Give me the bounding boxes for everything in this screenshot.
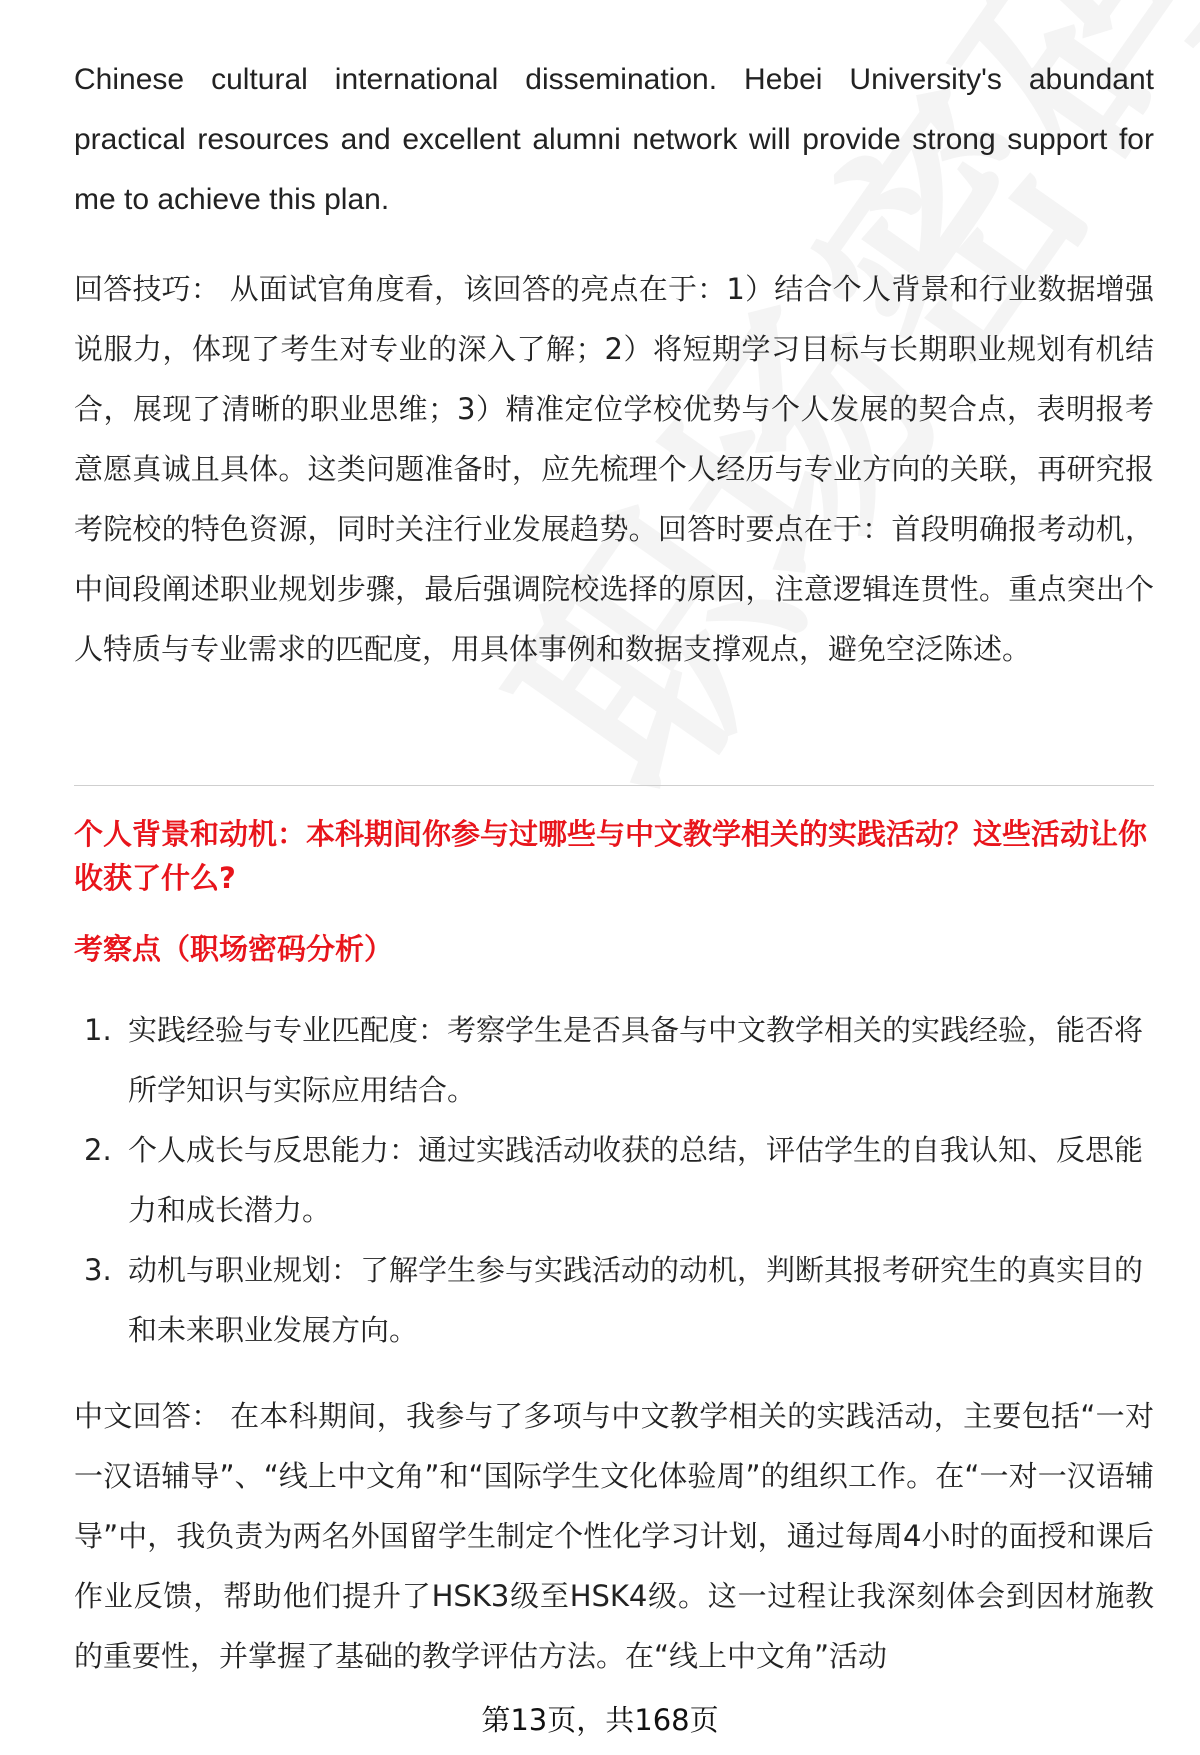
assessment-points-heading: 考察点（职场密码分析） xyxy=(74,932,394,966)
assessment-points-list xyxy=(74,1000,1154,1360)
list-number: 3. xyxy=(84,1253,112,1287)
intro-english-paragraph: Chinese cultural international dissemination. Hebei University's abundant practical resources and excellent alumni network will provide strong support for me to achieve this plan. xyxy=(74,63,1154,216)
list-item-text: 个人成长与反思能力：通过实践活动收获的总结，评估学生的自我认知、反思能力和成长潜力。 xyxy=(128,1133,1144,1227)
list-item xyxy=(74,1000,1154,1120)
list-item xyxy=(74,1120,1154,1240)
chinese-answer-paragraph: 中文回答： 在本科期间，我参与了多项与中文教学相关的实践活动，主要包括“一对一汉语辅导”、“线上中文角”和“国际学生文化体验周”的组织工作。在“一对一汉语辅导”中，我负责为两名外国留学生制定个性化学习计划，通过每周4小时的面授和课后作业反馈，帮助他们提升了HSK3级至HSK4级。这一过程让我深刻体会到因材施教的重要性，并掌握了基础的教学评估方法。在“线上中文角”活动 xyxy=(74,1399,1154,1673)
page-footer: 第13页，共168页 xyxy=(481,1703,719,1737)
section-divider xyxy=(74,785,1154,786)
question-heading: 个人背景和动机：本科期间你参与过哪些与中文教学相关的实践活动？这些活动让你收获了什么? xyxy=(74,817,1148,895)
answer-tips-paragraph: 回答技巧： 从面试官角度看，该回答的亮点在于：1）结合个人背景和行业数据增强说服力，体现了考生对专业的深入了解；2）将短期学习目标与长期职业规划有机结合，展现了清晰的职业思维；3）精准定位学校优势与个人发展的契合点，表明报考意愿真诚且具体。这类问题准备时，应先梳理个人经历与专业方向的关联，再研究报考院校的特色资源，同时关注行业发展趋势。回答时要点在于：首段明确报考动机，中间段阐述职业规划步骤，最后强调院校选择的原因，注意逻辑连贯性。重点突出个人特质与专业需求的匹配度，用具体事例和数据支撑观点，避免空泛陈述。 xyxy=(74,272,1154,666)
document-page xyxy=(74,0,1154,1755)
list-item-text: 动机与职业规划：了解学生参与实践活动的动机，判断其报考研究生的真实目的和未来职业发展方向。 xyxy=(128,1253,1144,1347)
list-item-text: 实践经验与专业匹配度：考察学生是否具备与中文教学相关的实践经验，能否将所学知识与实际应用结合。 xyxy=(128,1013,1144,1107)
list-item xyxy=(74,1240,1154,1360)
list-number: 1. xyxy=(84,1013,112,1047)
list-number: 2. xyxy=(84,1133,112,1167)
